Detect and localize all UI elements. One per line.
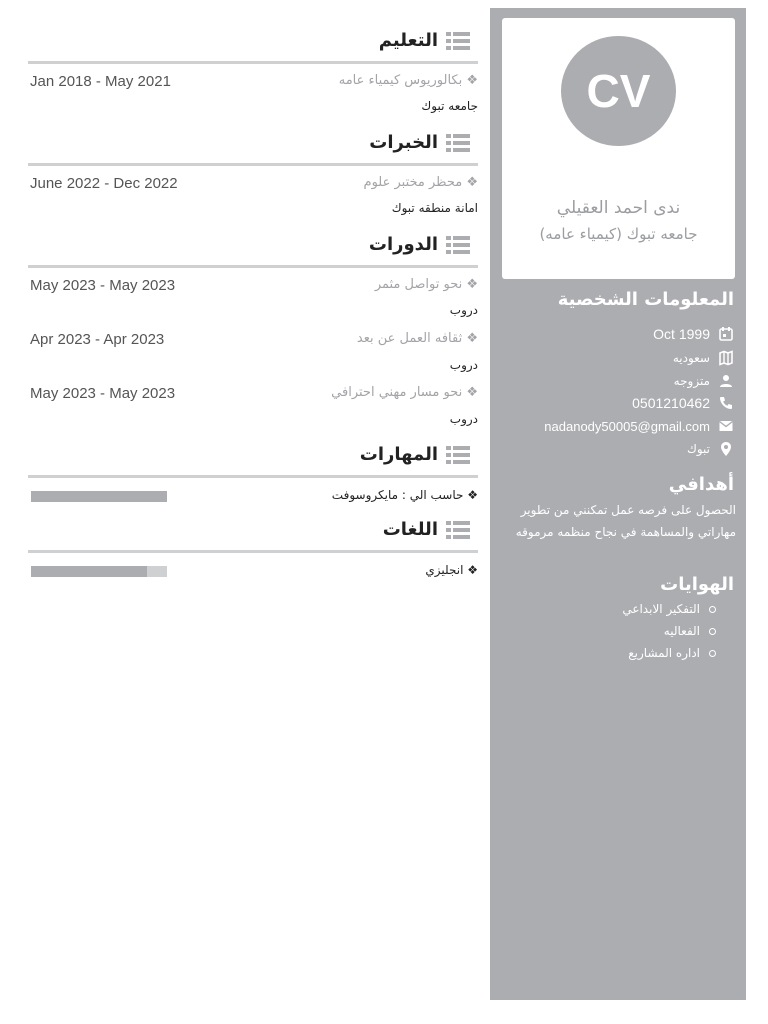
goals-heading: أهدافي (668, 474, 734, 495)
section-divider (28, 61, 478, 64)
birth-row (653, 324, 734, 344)
goals-text: الحصول على فرصه عمل تمكنني من تطوير مهاراتي والمساهمة في نجاح منظمه مرموقه (515, 503, 736, 539)
person-icon (718, 373, 734, 389)
skill-label: ❖ حاسب الي : مايكروسوفت (331, 488, 478, 502)
hobbies-heading: الهوايات (660, 574, 734, 595)
nationality-row (673, 348, 734, 368)
section-divider (28, 550, 478, 553)
education-heading: التعليم (378, 30, 438, 51)
hobby-item: التفكير الابداعي (622, 598, 716, 620)
courses-heading: الدورات (368, 234, 438, 255)
map-icon (718, 350, 734, 366)
section-divider (28, 475, 478, 478)
education-entry-org: جامعه تبوك (421, 99, 478, 113)
phone-number: 0501210462 (632, 395, 710, 411)
language-level-fill (31, 566, 147, 577)
languages-section-header (383, 519, 470, 540)
hobby-item: الفعاليه (622, 620, 716, 642)
email-address: nadanody50005@gmail.com (544, 418, 710, 434)
hobby-item: اداره المشاريع (622, 642, 716, 664)
phone-icon (718, 395, 734, 411)
course-entry-date: Apr 2023 - Apr 2023 (30, 331, 165, 348)
location-pin-icon (718, 441, 734, 457)
course-entry-title: ❖ نحو تواصل مثمر (374, 277, 478, 292)
experience-section-header (369, 132, 470, 153)
experience-entry-title: ❖ محظر مختبر علوم (363, 175, 478, 190)
section-divider (28, 163, 478, 166)
marital-row (674, 371, 734, 391)
course-entry-title: ❖ نحو مسار مهني احترافي (331, 385, 478, 400)
list-icon (446, 32, 470, 50)
experience-entry-org: امانة منطقه تبوك (391, 201, 478, 215)
list-icon (446, 446, 470, 464)
course-entry-title: ❖ ثقافه العمل عن بعد (356, 331, 478, 346)
birth-date: Oct 1999 (653, 326, 710, 342)
education-entry-date: Jan 2018 - May 2021 (30, 73, 171, 90)
courses-section-header (369, 234, 470, 255)
main-column (28, 0, 478, 1024)
personal-info-heading: المعلومات الشخصية (557, 289, 734, 310)
skills-section-header (360, 444, 470, 465)
course-entry-org: دروب (449, 358, 478, 372)
skill-level-fill (31, 491, 167, 502)
profile-card (502, 18, 735, 279)
email-row (544, 416, 734, 436)
course-entry-date: May 2023 - May 2023 (30, 385, 176, 402)
avatar: CV (561, 36, 676, 146)
person-subtitle: جامعه تبوك (كيمياء عامه) (539, 225, 698, 243)
course-entry-org: دروب (449, 412, 478, 426)
list-icon (446, 236, 470, 254)
phone-row (632, 393, 734, 413)
mail-icon (718, 418, 734, 434)
experience-heading: الخبرات (369, 132, 438, 153)
person-name: ندى احمد العقيلي (556, 198, 681, 218)
course-entry-date: May 2023 - May 2023 (30, 277, 176, 294)
calendar-icon (718, 326, 734, 342)
language-level-bar (31, 566, 167, 577)
languages-heading: اللغات (382, 519, 438, 540)
section-divider (28, 265, 478, 268)
marital-status: متزوجه (673, 374, 710, 388)
sidebar (490, 8, 746, 1000)
list-icon (446, 134, 470, 152)
language-label: ❖ انجليزي (425, 563, 478, 577)
skills-heading: المهارات (359, 444, 438, 465)
course-entry-org: دروب (449, 303, 478, 317)
city-row (687, 439, 734, 459)
education-section-header (379, 30, 470, 51)
list-icon (446, 521, 470, 539)
city: تبوك (686, 442, 710, 456)
experience-entry-date: June 2022 - Dec 2022 (30, 175, 178, 192)
hobbies-list (622, 598, 716, 664)
skill-level-bar (31, 491, 167, 502)
nationality: سعوديه (672, 351, 710, 365)
education-entry-title: ❖ بكالوريوس كيمياء عامه (338, 73, 478, 88)
